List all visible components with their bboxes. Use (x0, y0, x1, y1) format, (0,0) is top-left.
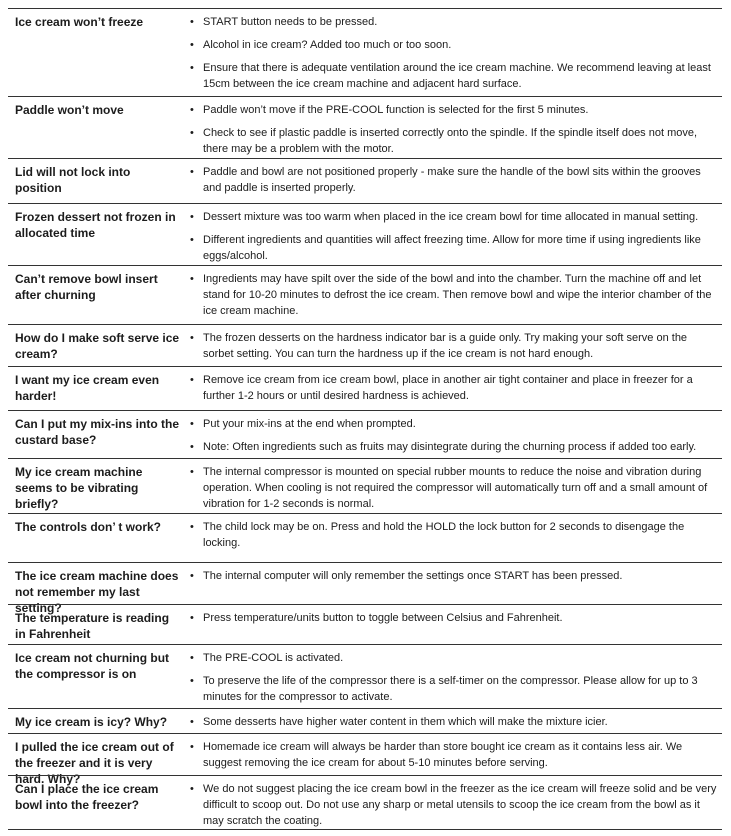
solution-item: • START button needs to be pressed. (190, 14, 720, 30)
solution-list (190, 271, 720, 326)
problem-label: My ice cream machine seems to be vibrating briefly? (15, 465, 143, 511)
solution-item: • Remove ice cream from ice cream bowl, place in another air tight container and place in freezer for a further 1-2 hours or until desired hardness is achieved. (190, 372, 720, 404)
table-row (8, 410, 722, 458)
solution-item: • The PRE-COOL is activated. (190, 650, 720, 666)
table-row (8, 203, 722, 265)
solution-item: • The internal computer will only remember the settings once START has been pressed. (190, 568, 720, 584)
solution-item: • Press temperature/units button to toggle between Celsius and Fahrenheit. (190, 610, 720, 626)
solution-item: • Put your mix-ins at the end when prompted. (190, 416, 720, 432)
solution-item: • Ingredients may have spilt over the side of the bowl and into the chamber. Turn the machine off and let stand for 10-20 minutes to defrost the ice cream. Then remove bowl and wipe the interior chamber of the ice cream machine. (190, 271, 720, 319)
table-row (8, 324, 722, 366)
solution-list (190, 164, 720, 203)
table-row (8, 708, 722, 733)
problem-label: Lid will not lock into position (15, 165, 131, 195)
solution-list (190, 519, 720, 558)
problem-label: Can’t remove bowl insert after churning (15, 272, 158, 302)
solution-item: • We do not suggest placing the ice cream bowl in the freezer as the ice cream will freeze solid and be very difficult to scoop out. Do not use any sharp or metal utensils to scoop the ice cream from the bowl as it may scratch the coating. (190, 781, 720, 829)
solution-item: • Ensure that there is adequate ventilation around the ice cream machine. We recommend leaving at least 15cm between the ice cream machine and adjacent hard surface. (190, 60, 720, 92)
table-row (8, 158, 722, 203)
problem-label: Can I place the ice cream bowl into the freezer? (15, 782, 159, 812)
solution-item: • Paddle and bowl are not positioned properly - make sure the handle of the bowl sits within the grooves and paddle is inserted properly. (190, 164, 720, 196)
solution-list (190, 330, 720, 369)
solution-list (190, 568, 720, 591)
solution-item: • The frozen desserts on the hardness indicator bar is a guide only. Try making your soft serve on the sorbet setting. You can turn the hardness up if the ice cream is not hard enough. (190, 330, 720, 362)
table-row (8, 366, 722, 410)
solution-list (190, 14, 720, 99)
solution-item: • Alcohol in ice cream? Added too much or too soon. (190, 37, 720, 53)
problem-label: Paddle won’t move (15, 103, 124, 117)
problem-label: I pulled the ice cream out of the freezer and it is very hard. Why? (15, 740, 174, 786)
problem-label: I want my ice cream even harder! (15, 373, 160, 403)
table-row (8, 265, 722, 324)
solution-list (190, 464, 720, 519)
table-row (8, 8, 722, 96)
table-row (8, 604, 722, 644)
solution-list (190, 209, 720, 271)
solution-item: • Some desserts have higher water content in them which will make the mixture icier. (190, 714, 720, 730)
solution-list (190, 650, 720, 712)
table-row (8, 733, 722, 786)
solution-list (190, 610, 720, 633)
solution-item: • To preserve the life of the compressor there is a self-timer on the compressor. Please allow for up to 3 minutes for the compressor to activate. (190, 673, 720, 705)
problem-label: Frozen dessert not frozen in allocated time (15, 210, 176, 240)
table-row (8, 644, 722, 708)
solution-item: • Note: Often ingredients such as fruits may disintegrate during the churning process if added too early. (190, 439, 720, 455)
problem-label: How do I make soft serve ice cream? (15, 331, 180, 361)
problem-label: The ice cream machine does not remember my last setting? (15, 569, 179, 615)
solution-item: • The child lock may be on. Press and hold the HOLD the lock button for 2 seconds to disengage the locking. (190, 519, 720, 551)
table-row (8, 458, 722, 513)
solution-item: • Paddle won’t move if the PRE-COOL function is selected for the first 5 minutes. (190, 102, 720, 118)
table-row (8, 562, 722, 615)
solution-list (190, 739, 720, 778)
solution-item: • Different ingredients and quantities will affect freezing time. Allow for more time if using ingredients like eggs/alcohol. (190, 232, 720, 264)
table-row (8, 96, 722, 158)
problem-label: Ice cream not churning but the compressor is on (15, 651, 170, 681)
solution-item: • Dessert mixture was too warm when placed in the ice cream bowl for time allocated in manual setting. (190, 209, 720, 225)
solution-item: • Homemade ice cream will always be harder than store bought ice cream as it contains less air. We suggest removing the ice cream for about 5-10 minutes before serving. (190, 739, 720, 771)
problem-label: My ice cream is icy? Why? (15, 715, 168, 729)
problem-label: The controls don’ t work? (15, 520, 162, 534)
problem-label: The temperature is reading in Fahrenheit (15, 611, 170, 641)
table-row (8, 513, 722, 562)
solution-item: • Check to see if plastic paddle is inserted correctly onto the spindle. If the spindle itself does not move, there may be a problem with the motor. (190, 125, 720, 157)
table-row (8, 775, 722, 830)
solution-list (190, 372, 720, 411)
solution-list (190, 781, 720, 836)
solution-list (190, 102, 720, 164)
problem-label: Ice cream won’t freeze (15, 15, 144, 29)
solution-list (190, 416, 720, 462)
problem-label: Can I put my mix-ins into the custard base? (15, 417, 180, 447)
solution-item: • The internal compressor is mounted on special rubber mounts to reduce the noise and vibration during operation. When cooling is not required the compressor will automatically turn off and a small amount of vibration for 1-2 seconds is normal. (190, 464, 720, 512)
